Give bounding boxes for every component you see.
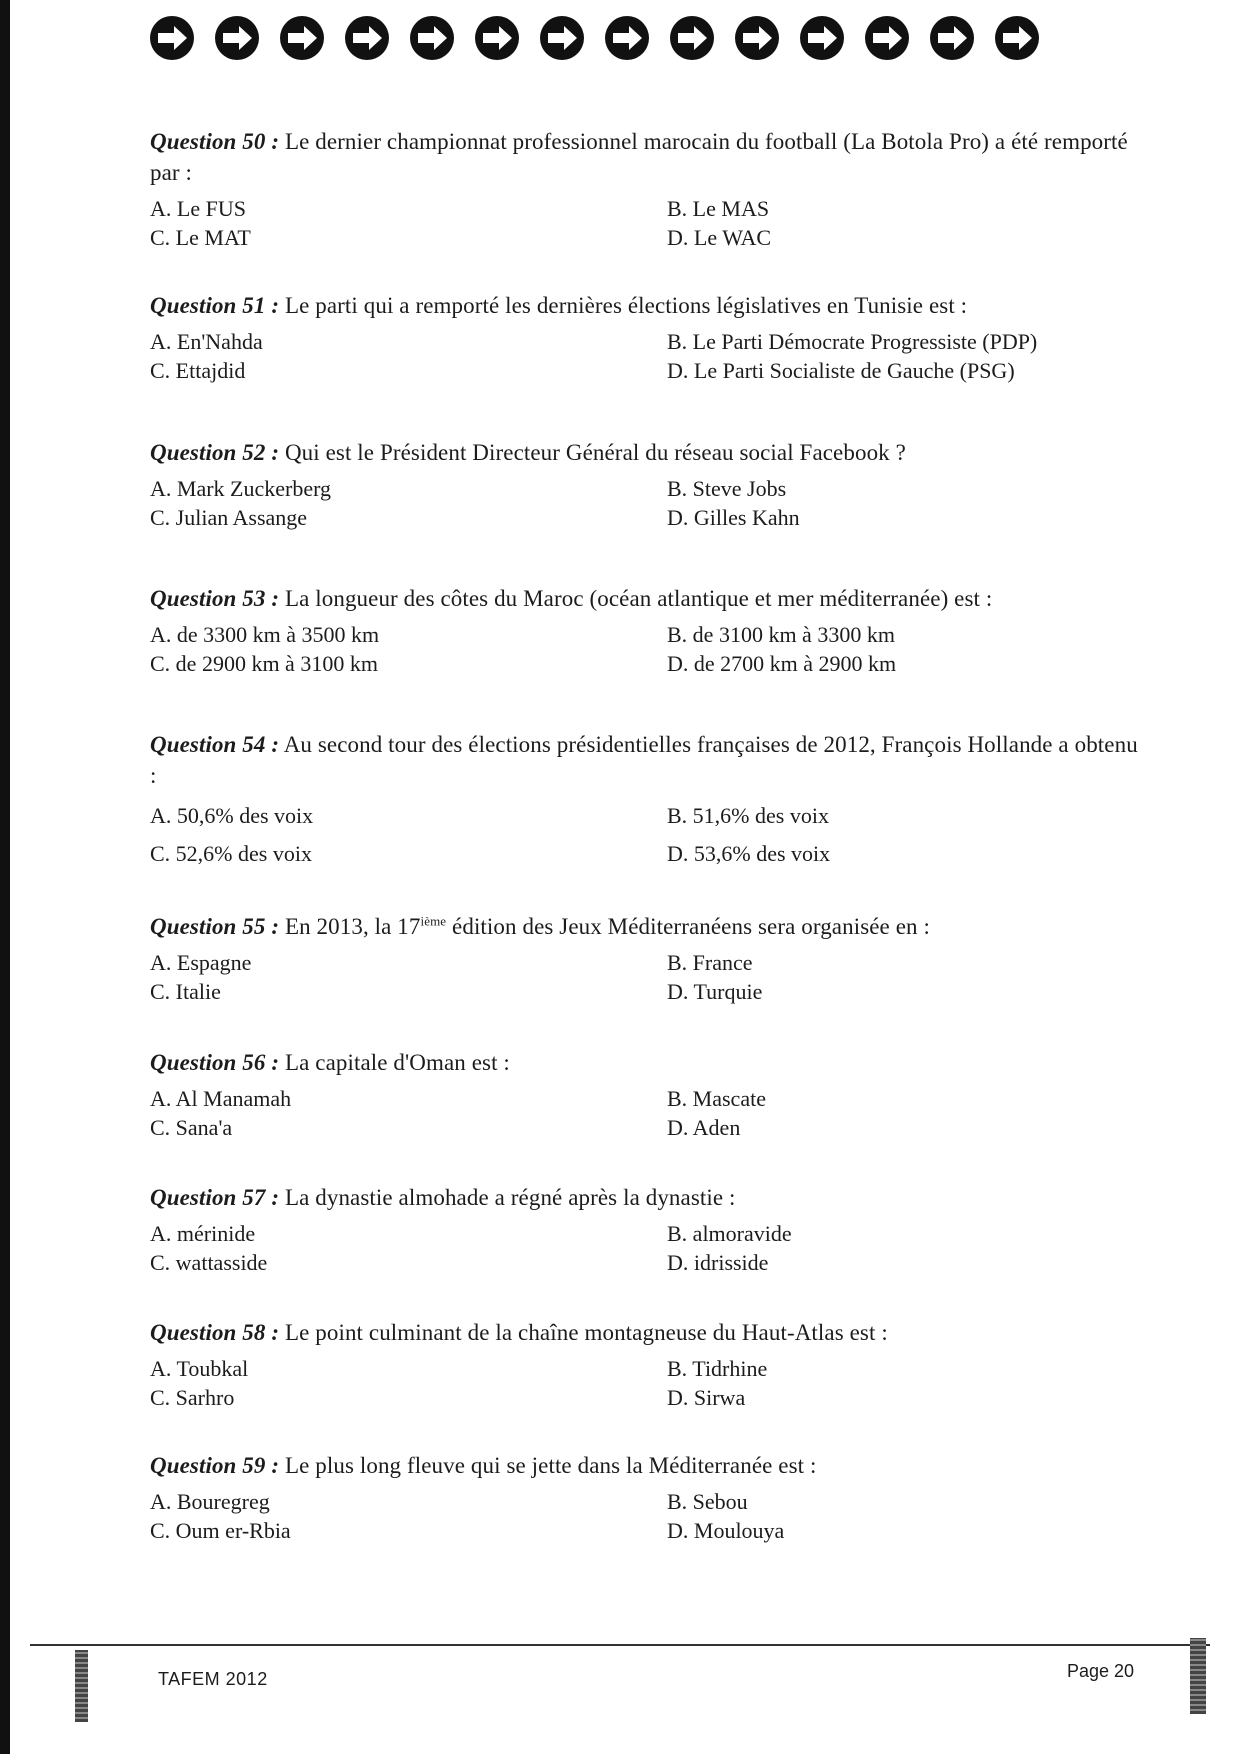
footer-title: TAFEM 2012	[158, 1669, 268, 1689]
right-arrow-circle-icon	[995, 16, 1039, 60]
question-52	[150, 437, 1140, 532]
question-body-sup: ième	[420, 913, 447, 929]
question-59	[150, 1450, 1140, 1545]
option-d: D. Turquie	[667, 979, 763, 1004]
question-body: Le plus long fleuve qui se jette dans la Méditerranée est :	[284, 1453, 817, 1478]
question-body: Qui est le Président Directeur Général du réseau social Facebook ?	[284, 440, 906, 465]
option-d: D. Moulouya	[667, 1518, 785, 1543]
header-arrow-row	[150, 16, 1039, 60]
question-body: La longueur des côtes du Maroc (océan atlantique et mer méditerranée) est :	[284, 586, 993, 611]
question-text	[150, 911, 1140, 942]
option-b: B. Sebou	[667, 1489, 748, 1514]
option-c: C. wattasside	[150, 1250, 268, 1275]
right-arrow-circle-icon	[605, 16, 649, 60]
option-c: C. Ettajdid	[150, 358, 246, 383]
option-a: A. mérinide	[150, 1221, 256, 1246]
scan-edge	[0, 0, 10, 1754]
options-grid	[150, 797, 1140, 873]
question-body: Le dernier championnat professionnel marocain du football (La Botola Pro) a été remporté par :	[150, 129, 1128, 185]
question-body: La dynastie almohade a régné après la dynastie :	[284, 1185, 736, 1210]
option-a: A. En'Nahda	[150, 329, 263, 354]
question-label: Question 50 :	[150, 129, 280, 154]
option-b: B. Steve Jobs	[667, 476, 787, 501]
question-56	[150, 1047, 1140, 1142]
question-51	[150, 290, 1140, 385]
question-body-start: En 2013, la 17	[284, 914, 421, 939]
options-grid	[150, 1354, 1140, 1412]
question-53	[150, 583, 1140, 678]
right-arrow-circle-icon	[215, 16, 259, 60]
footer-decoration-left	[75, 1650, 88, 1722]
question-text	[150, 290, 1140, 321]
right-arrow-circle-icon	[670, 16, 714, 60]
right-arrow-circle-icon	[410, 16, 454, 60]
footer-divider	[30, 1644, 1210, 1646]
right-arrow-circle-icon	[865, 16, 909, 60]
option-b: B. almoravide	[667, 1221, 792, 1246]
right-arrow-circle-icon	[735, 16, 779, 60]
question-text	[150, 126, 1140, 188]
page-number: Page 20	[1067, 1661, 1135, 1681]
option-c: C. Julian Assange	[150, 505, 308, 530]
question-label: Question 56 :	[150, 1050, 280, 1075]
option-c: C. de 2900 km à 3100 km	[150, 651, 378, 676]
option-a: A. Al Manamah	[150, 1086, 292, 1111]
option-d: D. Sirwa	[667, 1385, 746, 1410]
question-text	[150, 1182, 1140, 1213]
question-50	[150, 126, 1140, 252]
question-label: Question 55 :	[150, 914, 280, 939]
right-arrow-circle-icon	[345, 16, 389, 60]
question-body-end: édition des Jeux Méditerranéens sera organisée en :	[446, 914, 930, 939]
question-label: Question 51 :	[150, 293, 280, 318]
option-a: A. Mark Zuckerberg	[150, 476, 332, 501]
right-arrow-circle-icon	[150, 16, 194, 60]
option-c: C. Sana'a	[150, 1115, 233, 1140]
right-arrow-circle-icon	[280, 16, 324, 60]
question-label: Question 58 :	[150, 1320, 280, 1345]
options-grid	[150, 194, 1140, 252]
option-a: A. 50,6% des voix	[150, 803, 314, 828]
option-b: B. Le MAS	[667, 196, 770, 221]
option-b: B. 51,6% des voix	[667, 803, 829, 828]
option-b: B. France	[667, 950, 753, 975]
option-d: D. 53,6% des voix	[667, 841, 831, 866]
footer-decoration-right	[1190, 1638, 1206, 1714]
option-d: D. idrisside	[667, 1250, 769, 1275]
question-label: Question 53 :	[150, 586, 280, 611]
question-text	[150, 1317, 1140, 1348]
question-body: La capitale d'Oman est :	[284, 1050, 510, 1075]
question-text	[150, 437, 1140, 468]
question-label: Question 59 :	[150, 1453, 280, 1478]
options-grid	[150, 948, 1140, 1006]
option-b: B. de 3100 km à 3300 km	[667, 622, 895, 647]
option-b: B. Le Parti Démocrate Progressiste (PDP)	[667, 329, 1038, 354]
option-d: D. Gilles Kahn	[667, 505, 800, 530]
option-b: B. Mascate	[667, 1086, 766, 1111]
option-a: A. Toubkal	[150, 1356, 249, 1381]
question-55	[150, 911, 1140, 1006]
right-arrow-circle-icon	[475, 16, 519, 60]
options-grid	[150, 474, 1140, 532]
question-text	[150, 729, 1140, 791]
question-text	[150, 1450, 1140, 1481]
question-57	[150, 1182, 1140, 1277]
options-grid	[150, 1084, 1140, 1142]
question-54	[150, 729, 1140, 873]
option-c: C. Le MAT	[150, 225, 251, 250]
option-a: A. Bouregreg	[150, 1489, 270, 1514]
question-body: Au second tour des élections présidentielles françaises de 2012, François Hollande a obtenu :	[150, 732, 1138, 788]
option-c: C. Sarhro	[150, 1385, 235, 1410]
option-b: B. Tidrhine	[667, 1356, 768, 1381]
option-c: C. Italie	[150, 979, 221, 1004]
option-d: D. Aden	[667, 1115, 741, 1140]
option-d: D. de 2700 km à 2900 km	[667, 651, 897, 676]
question-body: Le point culminant de la chaîne montagneuse du Haut-Atlas est :	[284, 1320, 888, 1345]
right-arrow-circle-icon	[800, 16, 844, 60]
option-d: D. Le Parti Socialiste de Gauche (PSG)	[667, 358, 1015, 383]
options-grid	[150, 327, 1140, 385]
option-c: C. Oum er-Rbia	[150, 1518, 291, 1543]
options-grid	[150, 1487, 1140, 1545]
right-arrow-circle-icon	[540, 16, 584, 60]
option-a: A. Le FUS	[150, 196, 246, 221]
question-label: Question 52 :	[150, 440, 280, 465]
option-c: C. 52,6% des voix	[150, 841, 312, 866]
option-a: A. de 3300 km à 3500 km	[150, 622, 380, 647]
question-label: Question 54 :	[150, 732, 280, 757]
question-label: Question 57 :	[150, 1185, 280, 1210]
question-text	[150, 1047, 1140, 1078]
right-arrow-circle-icon	[930, 16, 974, 60]
question-58	[150, 1317, 1140, 1412]
options-grid	[150, 1219, 1140, 1277]
option-a: A. Espagne	[150, 950, 252, 975]
question-body: Le parti qui a remporté les dernières élections législatives en Tunisie est :	[284, 293, 968, 318]
question-text	[150, 583, 1140, 614]
options-grid	[150, 620, 1140, 678]
option-d: D. Le WAC	[667, 225, 772, 250]
